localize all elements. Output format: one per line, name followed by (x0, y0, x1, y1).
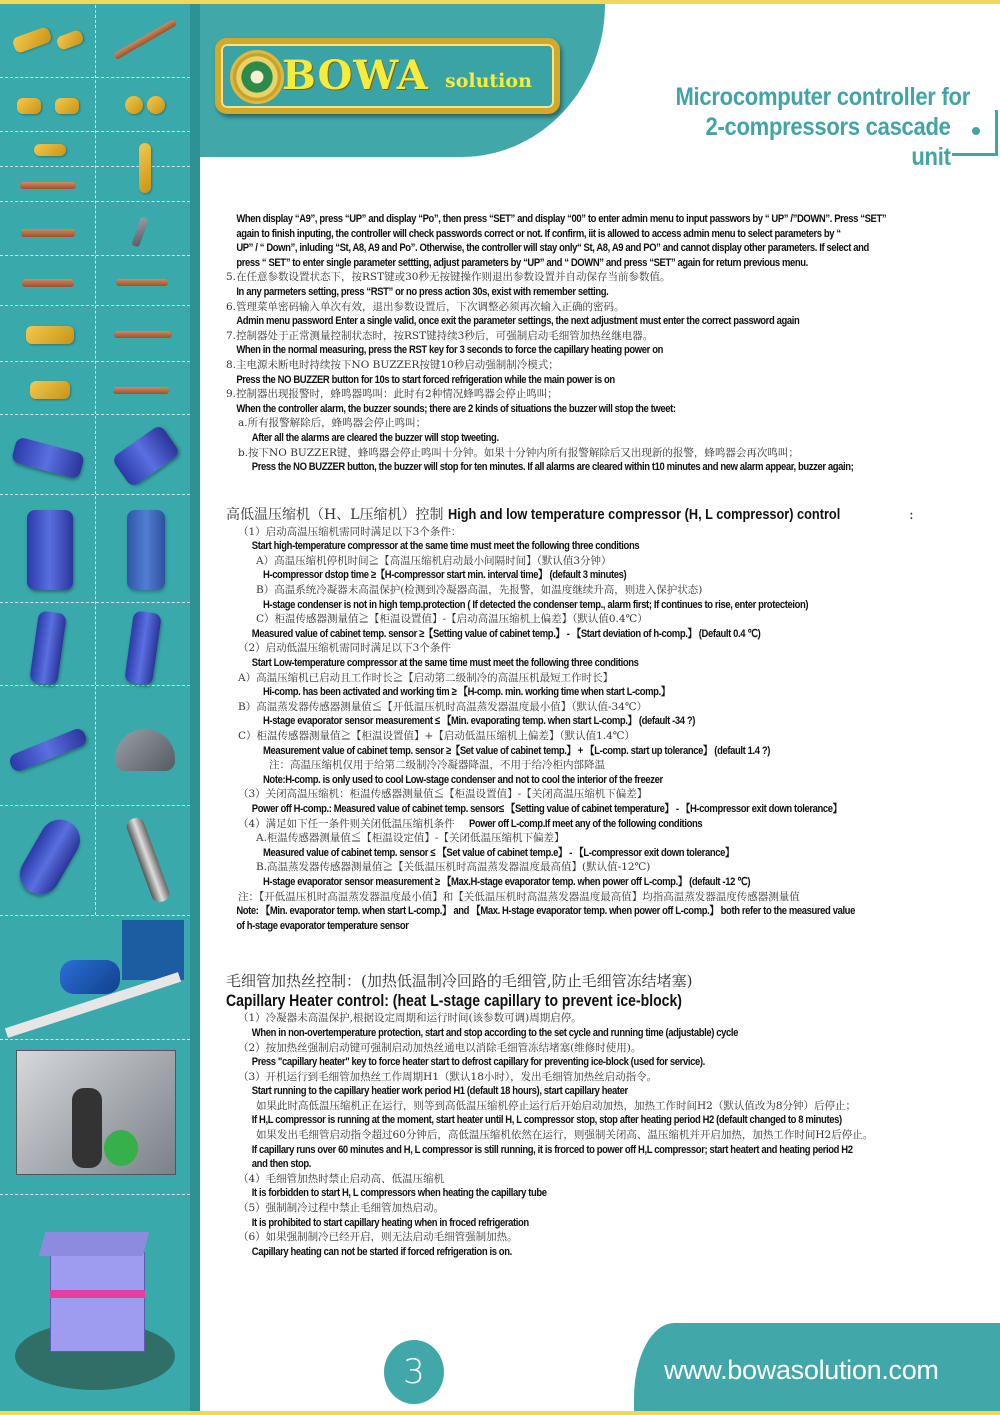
container-unit-icon (10, 1222, 175, 1397)
item-7-en: When in the normal measuring, press the RST key for 3 seconds to force the capillary heating power on (236, 344, 663, 357)
title-bullet-icon (972, 127, 980, 135)
top-accent-stripe (0, 0, 1000, 4)
item-5-cn: 5.在任意参数设置状态下，按RST键或30秒无按键操作则退出参数设置并自动保存当前参数值。 (226, 271, 671, 284)
sight-glass-cap-icon (110, 84, 180, 126)
section-heading-en: High and low temperature compressor (H, L compressor) control (447, 505, 840, 523)
text-line-cn: （4）毛细管加热时禁止启动高、低温压缩机 (238, 1172, 445, 1185)
text-line-cn: （2）启动低温压缩机需同时满足以下3个条件 (238, 642, 451, 655)
text-line-en: Start running to the capillary heatier work period H1 (default 18 hours), start capillary heater (251, 1085, 628, 1098)
text-line-en: Measured value of cabinet temp. sensor ≤ 【Set value of cabinet temp.e】 - 【L-compressor exit down tolerance】 (262, 846, 735, 859)
compressor-control-section (226, 505, 991, 934)
text-line-en: If H,L compressor is running at the moment, start heater until H, L compressor stop, stop after heating period H2 (default changed to 8 minutes) (251, 1114, 842, 1127)
item-9b-en: Press the NO BUZZER button, the buzzer will stop for ten minutes. If all alarms are cleared within t10 minutes and new alarm appear, buzzer again; (251, 461, 854, 474)
text-line-cn: 注：【开低温压机时高温蒸发器温度最小值】和【关低温压机时高温蒸发器温度最高值】均指高温蒸发器温度传感器测量值 (238, 890, 800, 903)
solenoid-valve-coil-icon (18, 268, 78, 298)
section-heading-cn: 毛细管加热丝控制：(加热低温制冷回路的毛细管,防止毛细管冻结堵塞) (226, 972, 693, 991)
text-line-cn: （5）强制制冷过程中禁止毛细管加热启动。 (238, 1202, 445, 1215)
text-line-en: Power off L-comp.If meet any of the following conditions (468, 817, 702, 830)
text-line-cn: （1）启动高温压缩机需同时满足以下3个条件： (238, 525, 462, 538)
text-line-en: Start Low-temperature compressor at the same time must meet the following three conditions (251, 657, 639, 670)
item-6-cn: 6.管理菜单密码输入单次有效，退出参数设置后，下次调整必须再次输入正确的密码。 (226, 300, 625, 313)
intro-line: UP” / “ Down”, inluding “St, A8, A9 and Po”. Otherwise, the controller will stay only“ St, A8, A9 and PO” and cannot display other parameters. If select and (236, 242, 869, 255)
text-line-cn: C）柜温传感器测量值≧【柜温设置值】-【启动高温压缩机上偏差】（默认值0.4℃） (256, 613, 648, 626)
text-line-cn: （4）满足如下任一条件则关闭低温压缩机条件 (238, 817, 455, 830)
text-line-en: H-stage condenser is not in high temp.protection ( If detected the condenser temp., alarm first; If continues to rise, enter protecteion) (262, 598, 809, 611)
text-line-cn: A）高温压缩机停机时间≧【高温压缩机启动最小间隔时间】（默认值3分钟） (256, 554, 612, 567)
text-line-cn: C）柜温传感器测量值≧【柜温设置值】+【启动低温压缩机上偏差】（默认值1.4℃） (238, 730, 636, 742)
item-6-en: Admin menu password Enter a single valid, once exit the parameter settings, the next adjustment must enter the correct password again (236, 315, 800, 328)
intro-line: When display “A9”, press “UP” and display “Po”, then press “SET” and display “00” to enter admin menu to input passwors by “ UP” /”DOWN”. Press “SET” (236, 213, 887, 225)
logo-brand-sub: solution (445, 70, 532, 92)
item-9-cn: 9.控制器出现报警时，蜂鸣器鸣叫：此时有2种情况蜂鸣器会停止鸣叫； (226, 388, 558, 401)
text-line-en: Hi-comp. has been activated and working tim ≥ 【H-comp. min. working time when start L-comp.】 (262, 686, 670, 699)
text-line-en: Note:H-comp. is only used to cool Low-stage condenser and not to cool the interior of the freezer (262, 773, 663, 786)
website-link[interactable]: www.bowasolution.com (664, 1355, 939, 1385)
capillary-heater-section (226, 971, 991, 1259)
heat-exchanger-icon (118, 812, 178, 907)
logo-emblem-icon (230, 50, 284, 104)
sidebar-column-divider (95, 0, 96, 915)
receiver-vertical-icon (20, 610, 75, 685)
solenoid-valve-brass-icon (112, 264, 172, 300)
section-heading (226, 505, 991, 525)
text-line-en: Press "capillary heater" key to force heater start to defrost capillary for preventing ice-block (used for service). (251, 1056, 705, 1069)
text-line-cn: （6）如果强制制冷已经开启，则无法启动毛细管强制加热。 (238, 1231, 518, 1244)
title-corner-decoration (995, 110, 998, 156)
accumulator-vertical-icon (118, 610, 168, 685)
section-heading-cn: 高低温压缩机（H、L压缩机）控制 (226, 506, 444, 523)
bottom-accent-stripe (0, 1411, 1000, 1415)
text-line-en: Measured value of cabinet temp. sensor ≥【Setting value of cabinet temp.】 - 【Start deviation of h-comp.】 (Default 0.4 ℃) (251, 627, 761, 640)
solenoid-valve-stem-icon (20, 312, 80, 358)
text-line-cn: A）高温压缩机已启动且工作时长≧【启动第二级制冷的高温压机最短工作时长】 (238, 671, 614, 684)
text-line-en: H-stage evaporator sensor measurement ≥ 【Max.H-stage evaporator temp. when power off L-comp.】 (default -12 ℃) (262, 875, 751, 888)
shell-receiver-icon (15, 812, 85, 902)
text-line-en: It is prohibited to start capillary heating when in froced refrigeration (251, 1216, 529, 1229)
text-line-en: H-compressor dstop time ≥【H-compressor start min. interval time】 (default 3 minutes) (262, 569, 627, 582)
sidebar-edge (190, 0, 200, 1415)
compressor-rack-icon (2, 920, 187, 1035)
liquid-receiver-icon (20, 505, 80, 595)
oil-separator-icon (5, 425, 90, 490)
inline-drier-icon (15, 174, 80, 196)
text-line-en: Capillary heating can not be started if forced refrigeration is on. (251, 1245, 512, 1258)
page-title (630, 82, 970, 172)
filter-drier-icon (25, 140, 75, 160)
title-line-1: Microcomputer controller for (675, 83, 970, 111)
sight-glass-icon (8, 12, 88, 68)
item-7-cn: 7.控制器处于正常测量控制状态时，按RST键持续3秒后，可强制启动毛细管加热丝继电器。 (226, 329, 654, 342)
text-line-cn: （3）关闭高温压缩机：柜温传感器测量值≦【柜温设置值】-【关闭高温压缩机下偏差】 (238, 788, 648, 801)
check-valve-tee-icon (125, 138, 165, 198)
solenoid-valve-icon (110, 212, 170, 252)
capillary-heater-lines (226, 1011, 991, 1259)
text-line-en: If capillary runs over 60 minutes and H, L compressor is still running, it is frorced to power off H,L compressor; start heatert and heating period H2 (251, 1143, 853, 1156)
item-9b-cn: b.按下NO BUZZER键，蜂鸣器会停止鸣叫十分钟。如果十分钟内所有报警解除后又出现新的报警，蜂鸣器会再次鸣叫； (238, 446, 799, 459)
logo-brand-name: BOWA (282, 52, 429, 99)
text-line-en: Start high-temperature compressor at the same time must meet the following three conditions (251, 540, 640, 553)
admin-menu-section (226, 212, 991, 475)
text-line-en: Note: 【Min. evaporator temp. when start L-comp.】 and 【Max. H-stage evaporator temp. when power off L-comp.】 both refer to the measured value (236, 905, 855, 918)
document-body (226, 212, 991, 1259)
text-line-en: of h-stage evaporator temperature sensor (236, 919, 409, 932)
solenoid-valve-icon (110, 372, 172, 408)
product-sidebar (0, 0, 190, 1415)
sight-glass-copper-icon (105, 8, 185, 70)
item-9-en: When the controller alarm, the buzzer sounds; there are 2 kinds of situations the buzzer will stop the tweet: (236, 402, 676, 415)
text-line-cn: A.柜温传感器测量值≦【柜温设定值】-【关闭低温压缩机下偏差】 (256, 832, 565, 845)
text-line-cn: （2）按加热丝强制启动键可强制启动加热丝通电以消除毛细管冻结堵塞(维修时使用)。 (238, 1041, 642, 1054)
page-number: 3 (384, 1340, 444, 1404)
item-5-en: In any parmeters setting, press “RST” or no press action 30s, exist with remember setting. (236, 285, 609, 298)
text-line-en: It is forbidden to start H, L compressors when heating the capillary tube (251, 1187, 547, 1200)
text-line-en: Measurement value of cabinet temp. sensor ≥【Set value of cabinet temp.】 + 【L-comp. start up tolerance】 (default 1.4 ?) (262, 744, 771, 757)
title-line-2: 2-compressors cascade unit (705, 113, 951, 171)
title-corner-decoration (952, 153, 998, 156)
condensing-unit-icon (12, 1050, 180, 1185)
intro-line: press “ SET” to enter single parameter settting, adjust parameters by “UP” and “ DOWN” and press “SET” again for return previous menu. (236, 256, 808, 269)
item-9a-en: After all the alarms are cleared the buzzer will stop tweeting. (251, 431, 499, 444)
filter-shell-icon (108, 422, 183, 490)
text-line-cn: B）高温系统冷凝器未高温保护(检测到冷凝器高温，先报警，如温度继续升高，则进入保护状态) (256, 584, 703, 597)
text-line-cn: 注：高温压缩机仅用于给第二级制冷冷凝器降温，不用于给冷柜内部降温 (269, 759, 605, 772)
item-8-cn: 8.主电源未断电时持续按下NO BUZZER按键10秒启动强制制冷模式； (226, 358, 559, 371)
drier-core-icon (5, 720, 90, 780)
text-line-cn: （3）开机运行到毛细管加热丝工作周期H1（默认18小时），发出毛细管加热丝启动指令。 (238, 1070, 658, 1083)
text-line-cn: 如果此时高低温压缩机正在运行，则等到高低温压缩机停止运行后开始启动加热，加热工作时间H2（默认值改为8分钟）后停止； (256, 1099, 857, 1112)
text-line-cn: （1）冷凝器未高温保护,根据设定周期和运行时间(该参数可调)周期启停。 (238, 1012, 582, 1025)
text-line-cn: B）高温蒸发器传感器测量值≦【开低温压机时高温蒸发器温度最小值】（默认值-34℃） (238, 700, 648, 713)
sight-glass-small-icon (8, 88, 88, 124)
text-line-en: and then stop. (251, 1158, 312, 1171)
intro-line: again to finish inputing, the controller will check passwords correct or not. If confirm, iit is allowed to access admin menu to select parameters by “ (236, 227, 841, 240)
text-line-en: Power off H-comp.: Measured value of cabinet temp. sensor≤ 【Setting value of cabinet temperature】 - 【H-compressor exit down tolerance】 (251, 802, 842, 815)
compressor-control-lines (226, 525, 991, 934)
solenoid-valve-icon (110, 314, 175, 354)
text-line-en: When in non-overtemperature protection, start and stop according to the set cycle and running time (adjustable) cycle (251, 1026, 738, 1039)
text-line-en: H-stage evaporator sensor measurement ≤ 【Min. evaporating temp. when start L-comp.】 (default -34 ?) (262, 715, 696, 728)
text-line-cn: B.高温蒸发器传感器测量值≧【关低温压机时高温蒸发器温度最高值】(默认值-12℃) (256, 861, 651, 874)
heading-colon: : (909, 506, 914, 523)
solenoid-valve-icon (22, 368, 78, 412)
text-line (226, 817, 991, 832)
item-8-en: Press the NO BUZZER button for 10s to start forced refrigeration while the main power is on (236, 373, 615, 386)
accumulator-icon (118, 505, 173, 595)
section-heading-en: Capillary Heater control: (heat L-stage capillary to prevent ice-block) (226, 992, 682, 1011)
item-9a-cn: a.所有报警解除后，蜂鸣器会停止鸣叫； (238, 417, 427, 430)
text-line-cn: 如果发出毛细管启动指令超过60分钟后，高低温压缩机依然在运行，则强制关闭高、温压缩机并开启加热，加热工作时间H2后停止。 (256, 1129, 874, 1142)
ball-valve-icon (18, 218, 78, 248)
fan-housing-icon (110, 720, 180, 780)
